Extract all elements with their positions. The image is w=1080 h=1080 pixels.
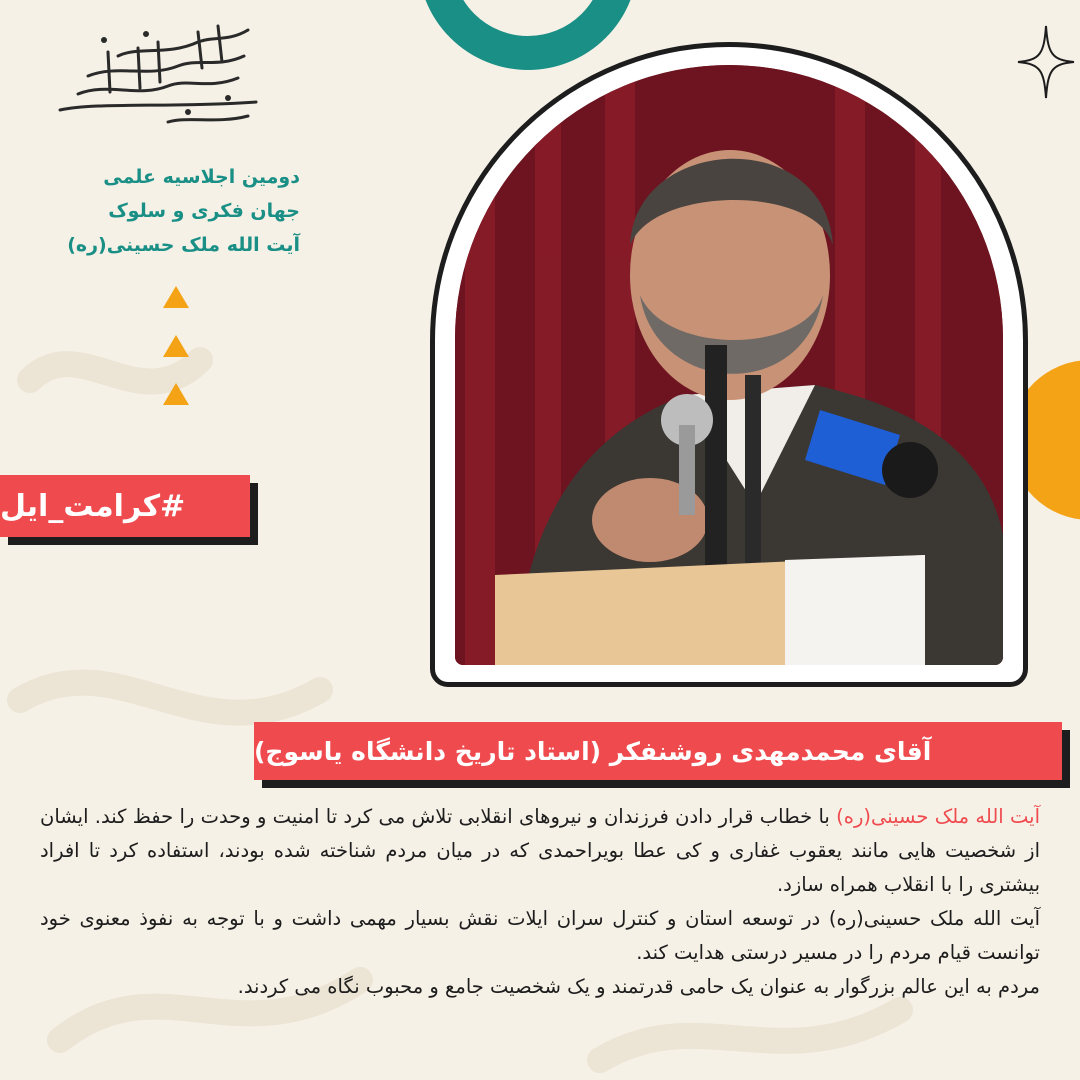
event-title-line1: دومین اجلاسیه علمی [103,166,300,188]
sparkle-star-icon [1016,24,1076,100]
calligraphy-logo [48,12,263,137]
paragraph-1-text: با خطاب قرار دادن فرزندان و نیروهای انقلابی تلاش می کرد تا امنیت و وحدت را حفظ کند. ایشان از شخصیت هایی مانند یعقوب غفاری و کی عطا بویراحمدی که در میان مردم شناخته شده بودند، استفاده کرد تا افراد بیشتری را با انقلاب همراه سازد. [40,805,1040,896]
triangle-icon [163,286,189,308]
event-title [40,160,300,262]
paragraph-1 [40,800,1040,902]
paragraph-3: مردم به این عالم بزرگوار به عنوان یک حامی قدرتمند و یک شخصیت جامع و محبوب نگاه می کردند. [237,975,1040,998]
speaker-photo [455,65,1003,665]
event-title-line3: آیت الله ملک حسینی(ره) [67,234,300,256]
event-title-line2: جهان فکری و سلوک [108,200,300,222]
triangle-icon [163,383,189,405]
body-text [40,800,1040,1004]
paragraph-2: آیت الله ملک حسینی(ره) در توسعه استان و کنترل سران ایلات نقش بسیار مهمی داشت و با توجه به نفوذ معنوی خود توانست قیام مردم را در مسیر درستی هدایت کند. [40,907,1040,964]
hashtag-banner [0,475,250,537]
speaker-name: آقای محمدمهدی روشنفکر (استاد تاریخ دانشگاه یاسوج) [254,736,932,766]
highlight-name: آیت الله ملک حسینی(ره) [836,805,1040,828]
hashtag-text: #کرامت_ایل [0,488,186,524]
speaker-name-banner [254,722,1062,780]
triangle-icon [163,335,189,357]
